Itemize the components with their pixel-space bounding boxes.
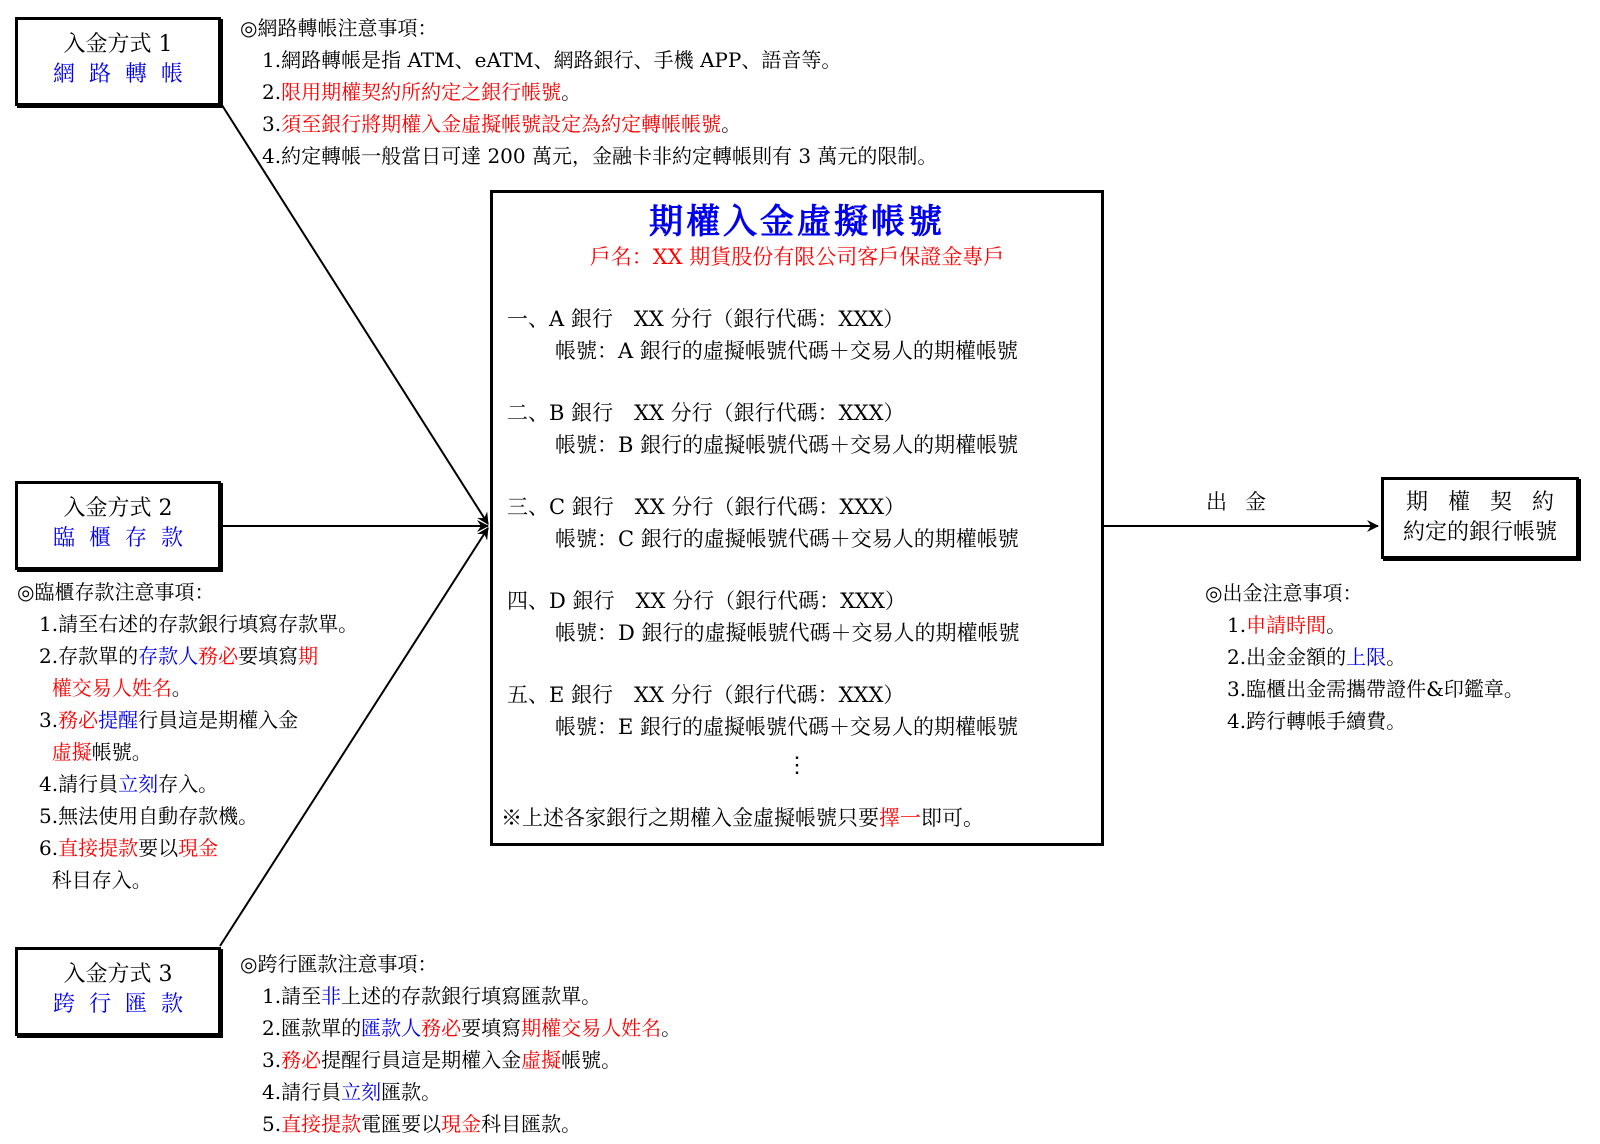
note-item xyxy=(1227,705,1524,737)
note-item xyxy=(262,44,937,76)
bank-entry xyxy=(507,303,1018,367)
text-segment: 3. xyxy=(39,708,59,732)
bank-line: 一、A 銀行 XX 分行（銀行代碼：XXX） xyxy=(507,307,905,331)
online-notes xyxy=(240,12,937,172)
bank-account: 帳號：B 銀行的虛擬帳號代碼＋交易人的期權帳號 xyxy=(555,433,1019,457)
text-segment: 帳號。 xyxy=(561,1048,622,1072)
text-segment: 2.匯款單的 xyxy=(262,1016,362,1040)
text-segment: 2.存款單的 xyxy=(39,644,139,668)
bank-entry xyxy=(507,679,1018,743)
text-segment: 。 xyxy=(561,80,582,104)
text-segment: 。 xyxy=(1326,613,1347,637)
text-segment: 務必 xyxy=(421,1016,462,1040)
account-holder-name: 戶名：XX 期貨股份有限公司客戶保證金專戶 xyxy=(589,245,1005,269)
withdraw-label: 出金 xyxy=(1206,490,1284,514)
withdraw-notes xyxy=(1205,577,1524,737)
target-line-2: 約定的銀行帳號 xyxy=(1402,520,1557,545)
text-segment: 匯款人 xyxy=(361,1016,422,1040)
counter-notes xyxy=(17,576,358,896)
method-box-counter xyxy=(15,481,221,570)
text-segment: 1.請至 xyxy=(262,984,322,1008)
bank-account: 帳號：E 銀行的虛擬帳號代碼＋交易人的期權帳號 xyxy=(555,715,1019,739)
bank-account: 帳號：D 銀行的虛擬帳號代碼＋交易人的期權帳號 xyxy=(555,621,1020,645)
method-name: 臨櫃存款 xyxy=(52,526,197,551)
text-segment: 直接提款 xyxy=(58,836,139,860)
withdraw-notes-title: ◎出金注意事項： xyxy=(1205,581,1363,605)
note-item xyxy=(1227,673,1524,705)
note-item xyxy=(39,736,358,768)
virtual-account-box xyxy=(490,190,1104,846)
text-segment: 匯款。 xyxy=(381,1080,442,1104)
text-segment: 期 xyxy=(298,644,319,668)
text-segment: 5.無法使用自動存款機。 xyxy=(39,804,259,828)
text-segment: 行員這是期權入金 xyxy=(138,708,299,732)
bank-line: 五、E 銀行 XX 分行（銀行代碼：XXX） xyxy=(507,683,905,707)
text-segment: ※上述各家銀行之期權入金虛擬帳號只要 xyxy=(501,806,879,830)
bank-line: 二、B 銀行 XX 分行（銀行代碼：XXX） xyxy=(507,401,905,425)
text-segment: 要填寫 xyxy=(238,644,299,668)
virtual-account-title: 期權入金虛擬帳號 xyxy=(649,202,945,242)
bank-account: 帳號：C 銀行的虛擬帳號代碼＋交易人的期權帳號 xyxy=(555,527,1019,551)
text-segment xyxy=(39,740,52,764)
target-account-box xyxy=(1381,477,1579,559)
text-segment: 直接提款 xyxy=(281,1112,362,1136)
text-segment: 立刻 xyxy=(341,1080,382,1104)
note-item xyxy=(262,76,937,108)
text-segment: 存款人 xyxy=(138,644,199,668)
text-segment: 電匯要以 xyxy=(361,1112,442,1136)
text-segment: 5. xyxy=(262,1112,282,1136)
method-label: 入金方式 1 xyxy=(63,32,173,57)
text-segment: 提醒行員這是期權入金 xyxy=(321,1048,522,1072)
text-segment: 4.請行員 xyxy=(262,1080,342,1104)
text-segment: 要以 xyxy=(138,836,179,860)
note-item xyxy=(39,672,358,704)
bank-entry xyxy=(507,397,1018,461)
note-item xyxy=(262,1076,681,1108)
text-segment: 。 xyxy=(171,676,192,700)
method-label: 入金方式 3 xyxy=(63,962,173,987)
text-segment: 限用期權契約所約定之銀行帳號 xyxy=(281,80,562,104)
note-item xyxy=(39,800,358,832)
note-item xyxy=(262,1044,681,1076)
wire-notes-title: ◎跨行匯款注意事項： xyxy=(240,952,438,976)
method-name: 網路轉帳 xyxy=(52,62,197,87)
online-notes-title: ◎網路轉帳注意事項： xyxy=(240,16,438,40)
text-segment: 1. xyxy=(1227,613,1247,637)
wire-notes xyxy=(240,948,681,1140)
text-segment: 權交易人姓名 xyxy=(39,676,172,700)
text-segment: 務必 xyxy=(198,644,239,668)
text-segment: 4.請行員 xyxy=(39,772,119,796)
method-label: 入金方式 2 xyxy=(63,496,173,521)
text-segment: 2.出金金額的 xyxy=(1227,645,1347,669)
text-segment: 立刻 xyxy=(118,772,159,796)
method-box-wire xyxy=(15,947,221,1036)
note-item xyxy=(262,1012,681,1044)
note-item xyxy=(262,980,681,1012)
note-item xyxy=(262,1108,681,1140)
text-segment: 虛擬 xyxy=(51,740,92,764)
note-item xyxy=(39,608,358,640)
text-segment: 即可。 xyxy=(921,806,984,830)
text-segment: 要填寫 xyxy=(461,1016,522,1040)
text-segment: 。 xyxy=(721,112,742,136)
text-segment: 虛擬 xyxy=(521,1048,562,1072)
text-segment: 須至銀行將期權入金虛擬帳號設定為約定轉帳帳號 xyxy=(281,112,722,136)
text-segment: 務必 xyxy=(281,1048,322,1072)
text-segment: 。 xyxy=(661,1016,682,1040)
text-segment: 3. xyxy=(262,1048,282,1072)
note-item xyxy=(262,140,937,172)
bank-line: 三、C 銀行 XX 分行（銀行代碼：XXX） xyxy=(507,495,906,519)
text-segment: 上述的存款銀行填寫匯款單。 xyxy=(341,984,602,1008)
text-segment: 4.跨行轉帳手續費。 xyxy=(1227,709,1407,733)
text-segment: 科目匯款。 xyxy=(481,1112,582,1136)
counter-notes-title: ◎臨櫃存款注意事項： xyxy=(17,580,215,604)
text-segment: 。 xyxy=(1386,645,1407,669)
bank-account: 帳號：A 銀行的虛擬帳號代碼＋交易人的期權帳號 xyxy=(555,339,1018,363)
text-segment: 帳號。 xyxy=(91,740,152,764)
method-box-online xyxy=(15,17,221,106)
text-segment: 6. xyxy=(39,836,59,860)
text-segment: 1.請至右述的存款銀行填寫存款單。 xyxy=(39,612,359,636)
text-segment: 4.約定轉帳一般當日可達 200 萬元，金融卡非約定轉帳則有 3 萬元的限制。 xyxy=(262,144,938,168)
text-segment: 3.臨櫃出金需攜帶證件&印鑑章。 xyxy=(1227,677,1524,701)
text-segment: 2. xyxy=(262,80,282,104)
note-item xyxy=(1227,641,1524,673)
text-segment: 存入。 xyxy=(158,772,219,796)
center-note xyxy=(501,803,984,833)
bank-line: 四、D 銀行 XX 分行（銀行代碼：XXX） xyxy=(507,589,906,613)
text-segment: 科目存入。 xyxy=(39,868,152,892)
text-segment: 期權交易人姓名 xyxy=(521,1016,662,1040)
text-segment: 1.網路轉帳是指 ATM、eATM、網路銀行、手機 APP、語音等。 xyxy=(262,48,842,72)
method-name: 跨行匯款 xyxy=(52,992,197,1017)
text-segment: 非 xyxy=(321,984,342,1008)
note-item xyxy=(39,704,358,736)
text-segment: 現金 xyxy=(441,1112,482,1136)
text-segment: 3. xyxy=(262,112,282,136)
text-segment: 提醒 xyxy=(98,708,139,732)
text-segment: 申請時間 xyxy=(1246,613,1327,637)
text-segment: 上限 xyxy=(1346,645,1387,669)
note-item xyxy=(1227,609,1524,641)
note-item xyxy=(39,864,358,896)
note-item xyxy=(39,832,358,864)
bank-entry xyxy=(507,491,1019,555)
note-item xyxy=(39,640,358,672)
note-item xyxy=(262,108,937,140)
text-segment: 擇一 xyxy=(879,806,921,830)
more-dots: ⋮ xyxy=(786,753,808,778)
text-segment: 務必 xyxy=(58,708,99,732)
bank-entry xyxy=(507,585,1020,649)
text-segment: 現金 xyxy=(178,836,219,860)
target-line-1: 期權契約 xyxy=(1405,490,1574,515)
note-item xyxy=(39,768,358,800)
